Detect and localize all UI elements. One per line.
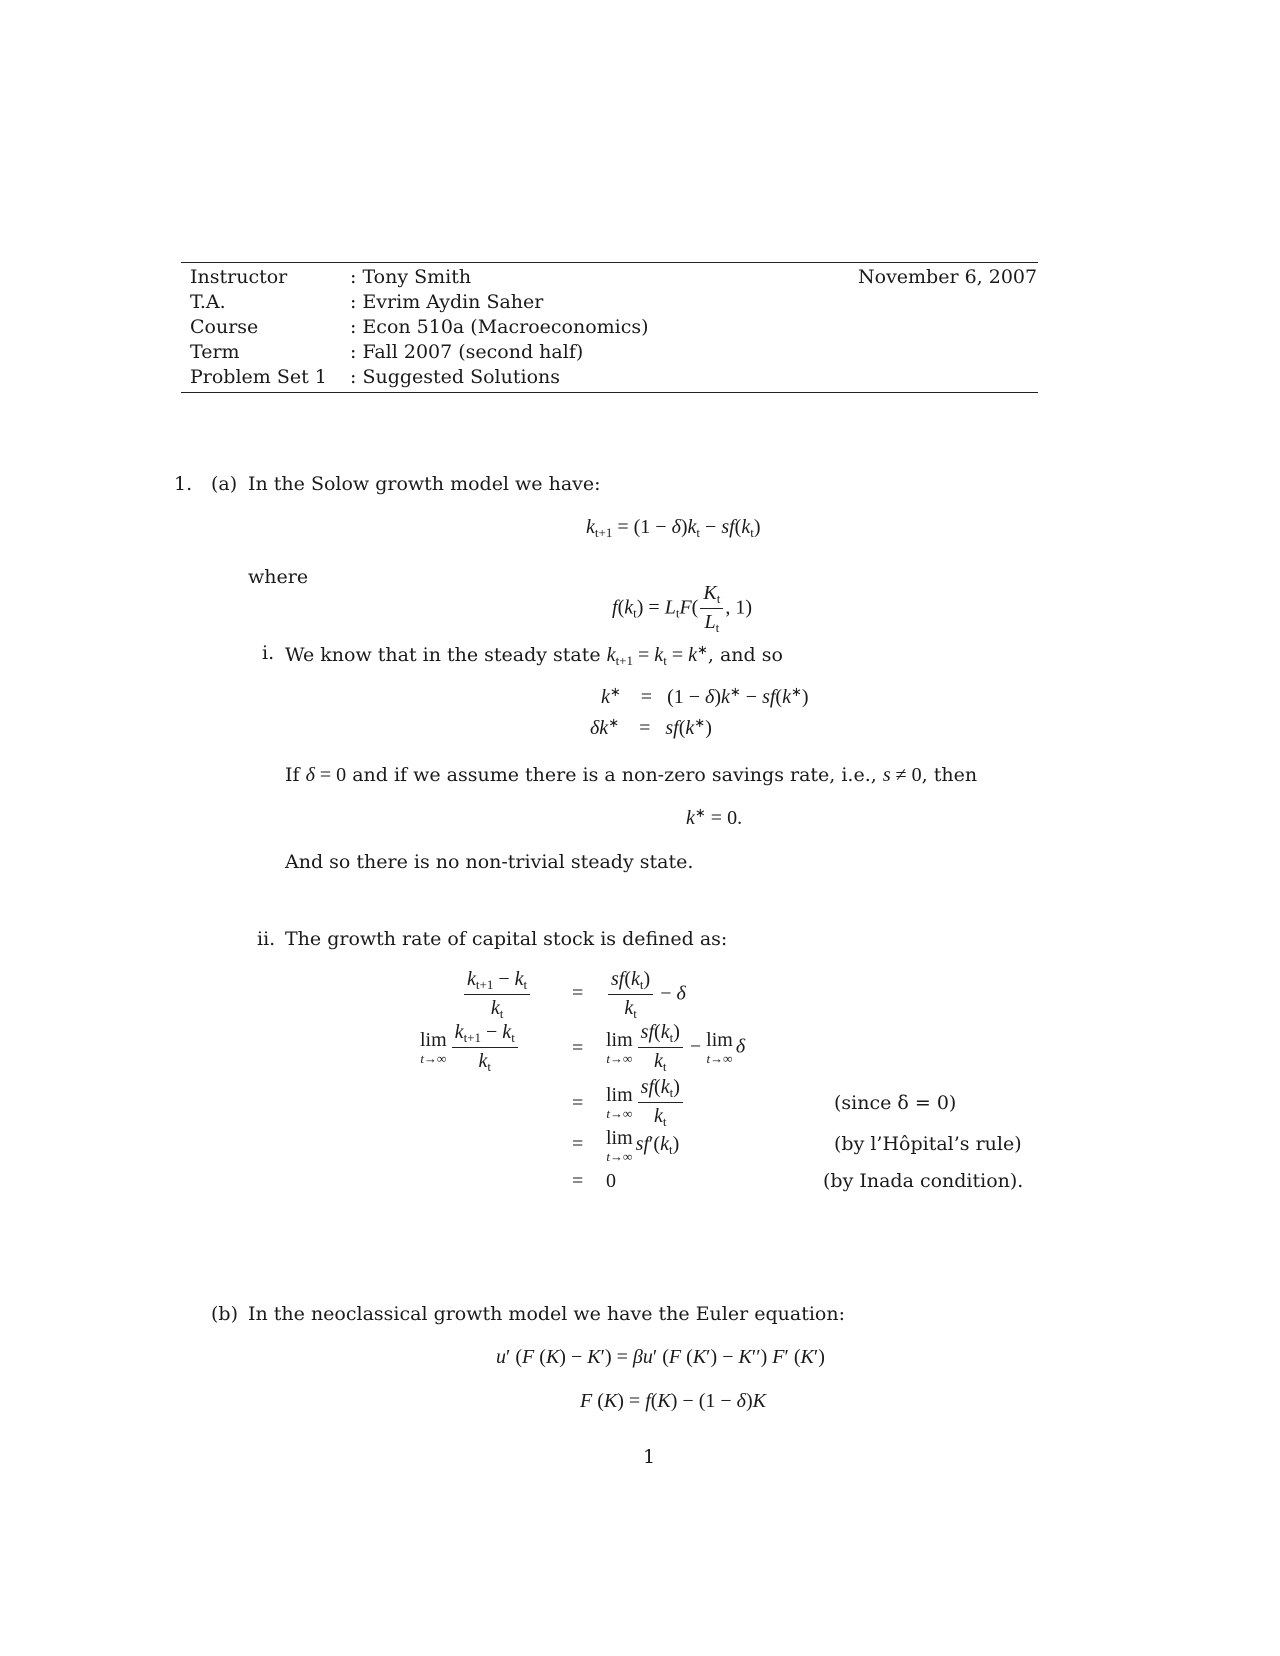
solow-equation: $k_{t+1} = (1 - \delta)k_t - sf(k_t)$ [586, 516, 761, 540]
reason-lhopital: (by l’Hôpital’s rule) [834, 1133, 1022, 1155]
header-date: November 6, 2007 [858, 266, 1038, 288]
header-top-rule [181, 262, 1038, 263]
equals-sign: = [572, 1037, 584, 1059]
production-equation: $f(k_t) = L_tF$( $\frac{K_t}{L_t}$ , 1) [612, 582, 752, 636]
equals-sign: = [572, 1092, 584, 1114]
growth-rhs-1: $\frac{sf(k_t)}{k_t}$ − δ [606, 968, 686, 1022]
where-text: where [248, 566, 309, 588]
part-b-marker: (b) [211, 1303, 238, 1325]
growth-rhs-5: 0 [606, 1170, 616, 1192]
if-delta-text [285, 764, 977, 787]
equals-sign: = [572, 1170, 584, 1192]
page-number: 1 [643, 1446, 656, 1468]
part-b-intro: In the neoclassical growth model we have the Euler equation: [248, 1303, 845, 1325]
steady-state-eq-2: δk∗ = sf(k∗) [590, 715, 712, 739]
part-a-marker: (a) [211, 473, 238, 495]
header-value: : Fall 2007 (second half) [350, 341, 584, 363]
no-steady-state-text: And so there is no non-trivial steady state. [285, 851, 694, 873]
header-table [190, 266, 649, 391]
part-i-text-start: We know that in the steady state [285, 644, 601, 666]
header-label: Instructor [190, 266, 288, 288]
growth-rhs-4: lim t→∞ $sf'(k_t)$ [606, 1127, 680, 1164]
part-a-intro: In the Solow growth model we have: [248, 473, 601, 495]
steady-state-eq-1: k∗ = (1 − δ)k∗ − sf(k∗) [601, 684, 809, 708]
reason-inada: (by Inada condition). [823, 1170, 1024, 1192]
steady-state-condition: $k_{t+1} = k_t = k^∗$ [606, 642, 708, 668]
header-bottom-rule [181, 392, 1038, 393]
header-label: Course [190, 316, 259, 338]
header-row [190, 316, 649, 341]
part-i-text-end: , and so [707, 644, 783, 666]
header-row [190, 366, 649, 391]
if-text-1: If [285, 764, 300, 786]
k-star-zero: k∗ = 0. [686, 805, 743, 829]
part-i-text [285, 642, 783, 669]
equals-sign: = [572, 982, 584, 1004]
header-value: : Econ 510a (Macroeconomics) [350, 316, 649, 338]
part-ii-marker: ii. [257, 928, 276, 950]
header-row [190, 341, 649, 366]
problem-number: 1. [174, 473, 193, 495]
part-i-marker: i. [262, 642, 275, 664]
header-value: : Evrim Aydin Saher [350, 291, 544, 313]
growth-rhs-3: lim t→∞ $\frac{sf(k_t)}{k_t}$ [606, 1076, 685, 1130]
part-ii-text: The growth rate of capital stock is defined as: [285, 928, 728, 950]
reason-since-delta: (since δ = 0) [834, 1092, 957, 1114]
header-label: T.A. [190, 291, 226, 313]
header-value: : Suggested Solutions [350, 366, 561, 388]
if-text-2: and if we assume there is a non-zero savings rate, i.e., [352, 764, 877, 786]
euler-equation: u′ (F (K) − K′) = βu′ (F (K′) − K′′) F′ (K′) [496, 1346, 825, 1368]
capital-equation: F (K) = f(K) − (1 − δ)K [580, 1390, 766, 1412]
header-label: Term [190, 341, 240, 363]
header-row [190, 291, 649, 316]
header-label: Problem Set 1 [190, 366, 327, 388]
header-value: : Tony Smith [350, 266, 472, 288]
growth-lhs-2: lim t→∞ $\frac{k_{t+1} - k_t}{k_t}$ [420, 1021, 520, 1075]
s-nonzero: s ≠ 0 [882, 764, 922, 786]
growth-lhs-1: $\frac{k_{t+1} - k_t}{k_t}$ [462, 968, 532, 1022]
delta-zero: δ = 0 [305, 764, 347, 786]
header-row [190, 266, 649, 291]
growth-rhs-2: lim t→∞ $\frac{sf(k_t)}{k_t}$ − lim t→∞ δ [606, 1021, 746, 1075]
equals-sign: = [572, 1133, 584, 1155]
if-text-3: , then [921, 764, 978, 786]
